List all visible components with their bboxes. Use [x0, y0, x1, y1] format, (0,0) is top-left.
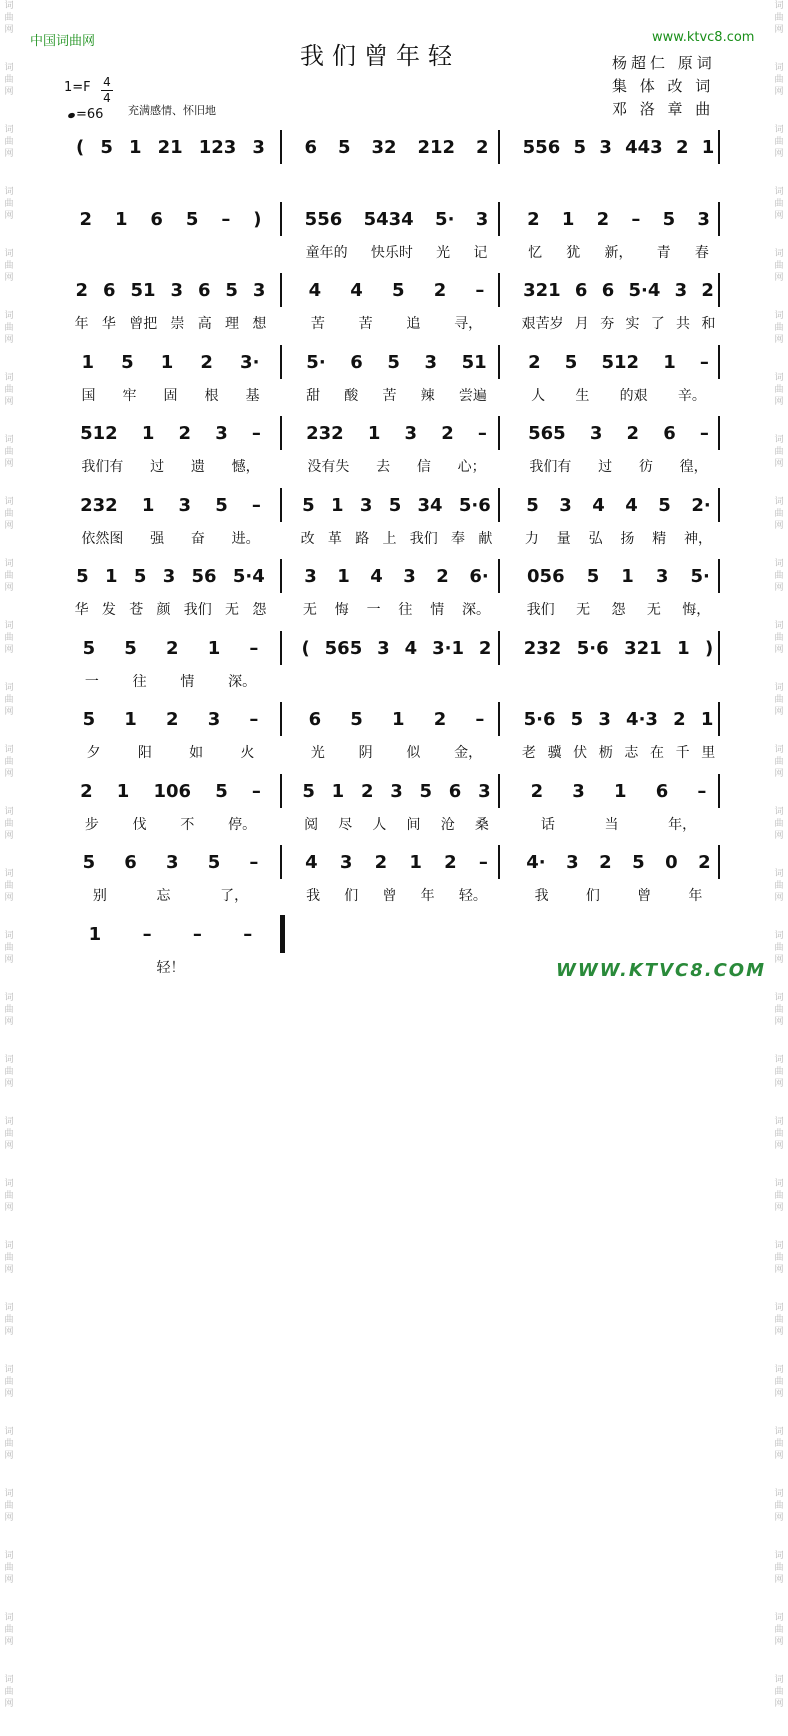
measure-notes: 321 6 6 5·4 3 2 — [523, 279, 714, 301]
score-row-notes — [58, 706, 738, 736]
measure-lyrics — [294, 168, 499, 192]
measure-notes: 2 1 106 5 – — [80, 780, 261, 802]
measure-lyrics: 没有失 去 信 心； — [307, 459, 486, 475]
score-row-notes — [58, 849, 738, 879]
measure-notes: 556 5434 5· 3 — [304, 208, 489, 230]
measure-notes: 5·6 5 3 4·3 2 1 — [523, 708, 714, 730]
measure-lyrics: 我们有 过 遗 憾， — [81, 459, 260, 475]
barline — [280, 559, 282, 593]
score-row-lyrics — [58, 597, 738, 627]
key-signature: 1=F — [64, 80, 91, 95]
measure-lyrics: 忆 犹 新， 青 春 — [528, 245, 709, 261]
right-watermark: 词 曲 网 词 曲 网 词 曲 网 词 曲 网 词 曲 网 词 曲 网 词 曲 网 词 曲 网 词 曲 网 词 曲 网 词 曲 网 词 曲 网 词 曲 网 词 曲 网 词 曲 网 词 曲 网 词 曲 网 词 曲 网 词 曲 网 词 曲 网 词 曲 网 词 曲 网 词 曲 网 词 曲 网 词 曲 网 词 曲 网 词 曲 网 词 曲 网 — [774, 1, 784, 1709]
site-url-right[interactable]: www.ktvc8.com — [652, 30, 755, 45]
barline — [498, 130, 500, 164]
measure-lyrics: 童年的 快乐时 光 记 — [305, 245, 488, 261]
measure-lyrics: 老 骥 伏 枥 志 在 千 里 — [521, 745, 716, 761]
barline — [718, 845, 720, 879]
measure-lyrics: 艰苦岁 月 夯 实 了 共 和 — [521, 316, 716, 332]
measure-lyrics: 改 革 路 上 我们 奉 献 — [300, 531, 493, 547]
barline — [280, 202, 282, 236]
time-signature-bottom: 4 — [103, 91, 111, 105]
measure-notes: 5 1 5 3 56 5·4 — [76, 565, 265, 587]
score-row-lyrics — [58, 526, 738, 556]
barline — [498, 416, 500, 450]
score-row-notes — [58, 349, 738, 379]
measure-lyrics: 国 牢 固 根 基 — [81, 388, 260, 404]
measure-notes: 5· 6 5 3 51 — [306, 351, 487, 373]
measure-lyrics: 苦 苦 追 寻， — [310, 316, 483, 332]
measure-notes: 4 4 5 2 – — [308, 279, 485, 301]
measure-lyrics: 我 们 曾 年 轻。 — [306, 888, 487, 904]
score-row-lyrics — [58, 454, 738, 484]
measure-notes: 4· 3 2 5 0 2 — [526, 851, 711, 873]
site-name-left[interactable]: 中国词曲网 — [30, 34, 96, 49]
measure-notes: 556 5 3 443 2 1 — [522, 136, 715, 158]
left-watermark: 词 曲 网 词 曲 网 词 曲 网 词 曲 网 词 曲 网 词 曲 网 词 曲 网 词 曲 网 词 曲 网 词 曲 网 词 曲 网 词 曲 网 词 曲 网 词 曲 网 词 曲 网 词 曲 网 词 曲 网 词 曲 网 词 曲 网 词 曲 网 词 曲 网 词 曲 网 词 曲 网 词 曲 网 词 曲 网 词 曲 网 词 曲 网 词 曲 网 — [4, 1, 14, 1709]
measure-lyrics — [516, 168, 721, 192]
barline — [280, 631, 282, 665]
barline — [498, 559, 500, 593]
barline — [280, 702, 282, 736]
measure-notes: 5 3 4 4 5 2· — [526, 494, 711, 516]
barline — [718, 202, 720, 236]
barline — [498, 345, 500, 379]
score-row-lyrics — [58, 311, 738, 341]
measure-lyrics: 我们有 过 彷 徨， — [529, 459, 708, 475]
barline — [718, 273, 720, 307]
measure-notes: 5 1 2 3 – — [82, 708, 259, 730]
measure-notes: ( 5 1 21 123 3 — [76, 136, 265, 158]
final-barline — [280, 915, 285, 953]
score-row-notes — [58, 420, 738, 450]
measure-notes: 6 5 32 212 2 — [304, 136, 489, 158]
score-row-notes — [58, 134, 738, 164]
measure-lyrics: 年 华 曾把 崇 高 理 想 — [74, 316, 267, 332]
measure-lyrics: 甜 酸 苦 辣 尝遍 — [306, 388, 487, 404]
score-row-notes — [58, 921, 738, 951]
barline — [280, 345, 282, 379]
footer-logo[interactable]: WWW.KTVC8.COM — [556, 960, 766, 981]
tempo-value: =66 — [76, 107, 104, 122]
measure-lyrics: 一 往 情 深。 — [84, 674, 257, 690]
measure-lyrics: 阅 尽 人 间 沧 桑 — [304, 817, 489, 833]
measure-notes: 5 1 3 5 34 5·6 — [302, 494, 491, 516]
barline — [280, 130, 282, 164]
measure-notes: 232 1 3 5 – — [80, 494, 261, 516]
score-row-lyrics — [58, 883, 738, 913]
score-row-notes — [58, 635, 738, 665]
barline — [498, 488, 500, 522]
credit-original-lyrics: 杨超仁 原词 — [612, 54, 716, 72]
score-row-lyrics — [58, 383, 738, 413]
barline — [718, 631, 720, 665]
measure-lyrics — [516, 669, 721, 693]
measure-lyrics: 人 生 的艰 辛。 — [531, 388, 706, 404]
measure-notes: 1 5 1 2 3· — [81, 351, 260, 373]
measure-lyrics: 我们 无 怨 无 悔， — [526, 602, 711, 618]
measure-notes: 5 6 3 5 – — [82, 851, 259, 873]
barline — [280, 845, 282, 879]
measure-notes: 1 – – – — [88, 923, 253, 945]
measure-notes: 6 5 1 2 – — [308, 708, 485, 730]
barline — [280, 488, 282, 522]
score-row-notes — [58, 778, 738, 808]
score-row-lyrics — [58, 168, 738, 198]
measure-lyrics: 依然图 强 奋 进。 — [81, 531, 260, 547]
measure-notes: 232 5·6 321 1 ) — [523, 637, 714, 659]
barline — [280, 416, 282, 450]
expression-marking: 充满感情、怀旧地 — [128, 104, 216, 117]
measure-lyrics: 华 发 苍 颜 我们 无 怨 — [74, 602, 267, 618]
score-row-notes — [58, 563, 738, 593]
measure-notes: 2 1 6 5 – ) — [79, 208, 262, 230]
barline — [498, 631, 500, 665]
measure-lyrics: 力 量 弘 扬 精 神， — [524, 531, 713, 547]
score-row-notes — [58, 206, 738, 236]
measure-notes: 3 1 4 3 2 6· — [304, 565, 489, 587]
measure-notes: 5 1 2 3 5 6 3 — [302, 780, 491, 802]
credit-composer: 邓 洛 章 曲 — [612, 100, 715, 118]
measure-lyrics — [294, 669, 499, 693]
measure-notes: 2 6 51 3 6 5 3 — [75, 279, 266, 301]
measure-notes: 056 5 1 3 5· — [527, 565, 710, 587]
barline — [718, 559, 720, 593]
barline — [718, 774, 720, 808]
measure-lyrics: 我 们 曾 年 — [534, 888, 703, 904]
score-row-lyrics — [58, 240, 738, 270]
measure-notes: 2 1 2 – 5 3 — [527, 208, 710, 230]
measure-lyrics — [68, 240, 273, 264]
measure-lyrics: 夕 阳 如 火 — [86, 745, 255, 761]
measure-lyrics: 轻！ — [156, 960, 185, 976]
barline — [498, 702, 500, 736]
credit-revised-lyrics: 集 体 改 词 — [612, 77, 715, 95]
measure-notes: 4 3 2 1 2 – — [305, 851, 488, 873]
barline — [498, 845, 500, 879]
measure-notes: 565 3 2 6 – — [528, 422, 709, 444]
barline — [718, 488, 720, 522]
barline — [718, 702, 720, 736]
measure-lyrics: 光 阴 似 金， — [310, 745, 483, 761]
measure-lyrics: 别 忘 了， — [92, 888, 249, 904]
score-row-lyrics — [58, 812, 738, 842]
score-row-lyrics — [58, 669, 738, 699]
barline — [498, 273, 500, 307]
measure-notes: 2 5 512 1 – — [528, 351, 709, 373]
measure-lyrics: 步 伐 不 停。 — [84, 817, 257, 833]
barline — [280, 273, 282, 307]
measure-notes: 512 1 2 3 – — [80, 422, 261, 444]
measure-lyrics — [68, 168, 273, 192]
barline — [498, 774, 500, 808]
barline — [280, 774, 282, 808]
song-title: 我们曾年轻 — [300, 42, 460, 70]
measure-notes: 232 1 3 2 – — [306, 422, 487, 444]
measure-notes: ( 565 3 4 3·1 2 — [301, 637, 492, 659]
time-signature-top: 4 — [103, 75, 111, 89]
score-row-notes — [58, 277, 738, 307]
measure-lyrics: 无 悔 一 往 情 深。 — [302, 602, 491, 618]
barline — [718, 416, 720, 450]
score-row-lyrics — [58, 740, 738, 770]
barline — [498, 202, 500, 236]
score-row-notes — [58, 492, 738, 522]
barline — [718, 345, 720, 379]
barline — [718, 130, 720, 164]
measure-notes: 5 5 2 1 – — [82, 637, 259, 659]
measure-notes: 2 3 1 6 – — [530, 780, 707, 802]
measure-lyrics: 话 当 年， — [540, 817, 697, 833]
